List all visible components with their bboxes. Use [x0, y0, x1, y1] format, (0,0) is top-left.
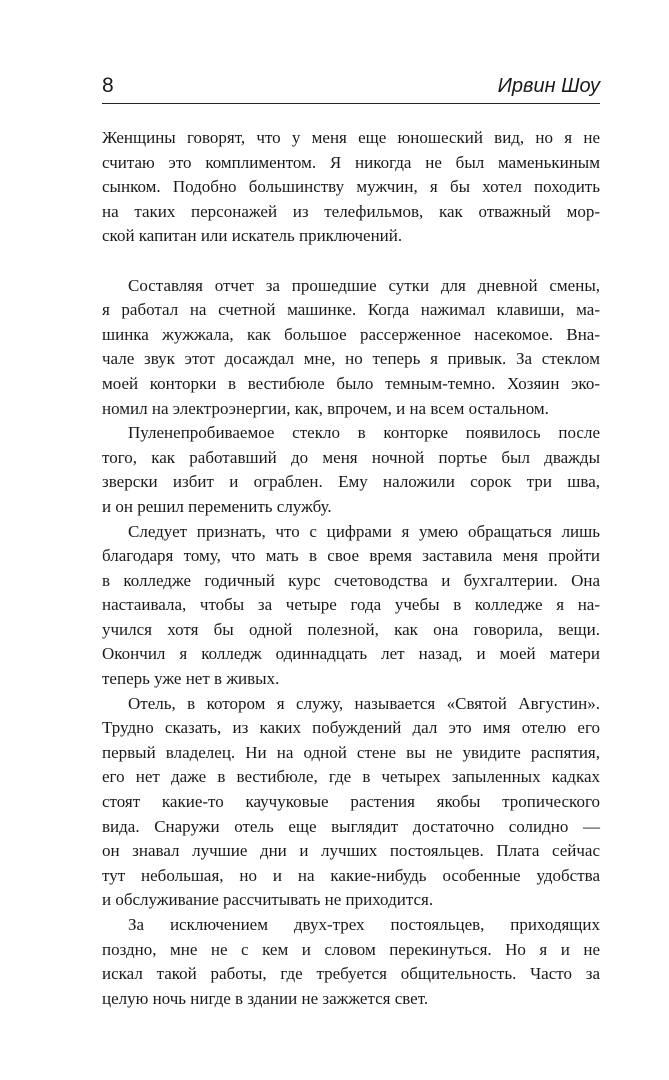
text-line: Окончил я колледж одиннадцать лет назад, и моей матери	[102, 644, 600, 664]
text-body	[102, 126, 600, 1011]
text-line: и обслуживание рассчитывать не приходится.	[102, 890, 434, 910]
page-number: 8	[102, 74, 114, 97]
paragraph	[102, 913, 600, 1011]
text-line: Женщины говорят, что у меня еще юношеский вид, но я не	[102, 128, 600, 147]
text-line: теперь уже нет в живых.	[102, 669, 280, 689]
running-header	[102, 72, 600, 104]
text-line: вида. Снаружи отель еще выглядит достаточно солидно —	[102, 816, 600, 836]
text-line: чале звук этот досаждал мне, но теперь я привык. За стеклом	[102, 349, 600, 369]
text-line: целую ночь нигде в здании не зажжется свет.	[102, 988, 429, 1008]
text-line: учился хотя бы одной полезной, как она говорила, вещи.	[102, 619, 600, 639]
section-break	[102, 249, 600, 274]
text-line: За исключением двух-трех постояльцев, приходящих	[128, 915, 600, 934]
paragraph	[102, 126, 600, 249]
text-line: поздно, мне не с кем и словом перекинуться. Но я и не	[102, 939, 600, 959]
paragraph	[102, 692, 600, 913]
text-line: искал такой работы, где требуется общительность. Часто за	[102, 964, 600, 984]
text-line: Отель, в котором я служу, называется «Святой Августин».	[128, 693, 600, 713]
text-line: Трудно сказать, из каких побуждений дал это имя отелю его	[102, 718, 600, 738]
paragraph	[102, 421, 600, 519]
text-line: первый владелец. Ни на одной стене вы не увидите распятия,	[102, 742, 600, 762]
text-line: Следует признать, что с цифрами я умею обращаться лишь	[128, 521, 600, 541]
text-line: он знавал лучшие дни и лучших постояльцев. Плата сейчас	[102, 841, 600, 861]
text-line: номил на электроэнергии, как, впрочем, и на всем остальном.	[102, 398, 549, 418]
text-line: в колледже годичный курс счетоводства и бухгалтерии. Она	[102, 570, 600, 590]
text-line: я работал на счетной машинке. Когда нажимал клавиши, ма-	[102, 300, 600, 320]
text-line: моей конторки в вестибюле было темным-темно. Хозяин эко-	[102, 373, 600, 393]
text-line: тут небольшая, но и на какие-нибудь особенные удобства	[102, 865, 600, 885]
running-title: Ирвин Шоу	[497, 75, 600, 97]
text-line: и он решил переменить службу.	[102, 496, 332, 516]
paragraph	[102, 274, 600, 422]
text-line: стоят какие-то каучуковые растения якобы тропического	[102, 792, 600, 812]
paragraph	[102, 520, 600, 692]
text-line: его нет даже в вестибюле, где в четырех запыленных кадках	[102, 767, 600, 787]
text-line: настаивала, чтобы за четыре года учебы в колледже я на-	[102, 595, 600, 615]
text-line: Пуленепробиваемое стекло в конторке появилось после	[128, 423, 600, 443]
text-line: сынком. Подобно большинству мужчин, я бы хотел походить	[102, 177, 600, 197]
text-line: зверски избит и ограблен. Ему наложили сорок три шва,	[102, 472, 600, 492]
text-line: на таких персонажей из телефильмов, как отважный мор-	[102, 201, 600, 221]
text-line: считаю это комплиментом. Я никогда не был маменькиным	[102, 152, 600, 172]
text-line: шинка жужжала, как большое рассерженное насекомое. Вна-	[102, 324, 600, 344]
header-rule	[102, 103, 600, 104]
text-line: Составляя отчет за прошедшие сутки для дневной смены,	[128, 275, 600, 295]
text-line: благодаря тому, что мать в свое время заставила меня пройти	[102, 546, 600, 566]
text-line: ской капитан или искатель приключений.	[102, 226, 403, 246]
text-line: того, как работавший до меня ночной портье был дважды	[102, 447, 600, 467]
